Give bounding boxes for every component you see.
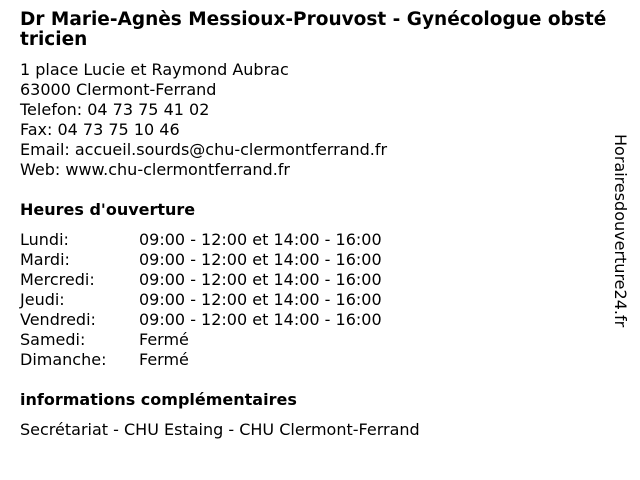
day-time: Fermé xyxy=(139,330,189,349)
day-time: 09:00 - 12:00 et 14:00 - 16:00 xyxy=(139,270,382,289)
hours-row-dimanche xyxy=(20,350,615,370)
fax-number: Fax: 04 73 75 10 46 xyxy=(20,120,180,139)
website: Web: www.chu-clermontferrand.fr xyxy=(20,160,291,179)
day-label: Mercredi: xyxy=(20,270,95,289)
hours-row-lundi xyxy=(20,230,615,250)
hours-row-samedi xyxy=(20,330,615,350)
hours-table xyxy=(20,230,615,370)
hours-heading: Heures d'ouverture xyxy=(20,200,196,219)
day-time: 09:00 - 12:00 et 14:00 - 16:00 xyxy=(139,310,382,329)
day-label: Lundi: xyxy=(20,230,69,249)
day-time: 09:00 - 12:00 et 14:00 - 16:00 xyxy=(139,230,382,249)
day-label: Vendredi: xyxy=(20,310,96,329)
info-text: Secrétariat - CHU Estaing - CHU Clermont-Ferrand xyxy=(20,420,420,439)
day-label: Samedi: xyxy=(20,330,86,349)
phone-number: Telefon: 04 73 75 41 02 xyxy=(20,100,210,119)
page-content xyxy=(20,10,615,440)
hours-row-mardi xyxy=(20,250,615,270)
info-heading: informations complémentaires xyxy=(20,390,297,409)
address-city: 63000 Clermont-Ferrand xyxy=(20,80,217,99)
email-address: Email: accueil.sourds@chu-clermontferrand.fr xyxy=(20,140,388,159)
hours-row-vendredi xyxy=(20,310,615,330)
day-time: Fermé xyxy=(139,350,189,369)
address-street: 1 place Lucie et Raymond Aubrac xyxy=(20,60,289,79)
hours-row-jeudi xyxy=(20,290,615,310)
day-time: 09:00 - 12:00 et 14:00 - 16:00 xyxy=(139,250,382,269)
hours-row-mercredi xyxy=(20,270,615,290)
day-label: Dimanche: xyxy=(20,350,107,369)
day-label: Jeudi: xyxy=(20,290,65,309)
page-title: Dr Marie-Agnès Messioux-Prouvost - Gynécologue obstétricien xyxy=(20,9,607,50)
day-time: 09:00 - 12:00 et 14:00 - 16:00 xyxy=(139,290,382,309)
brand-watermark: Horairesdouverture24.fr xyxy=(611,134,630,328)
day-label: Mardi: xyxy=(20,250,70,269)
contact-block xyxy=(20,60,615,180)
